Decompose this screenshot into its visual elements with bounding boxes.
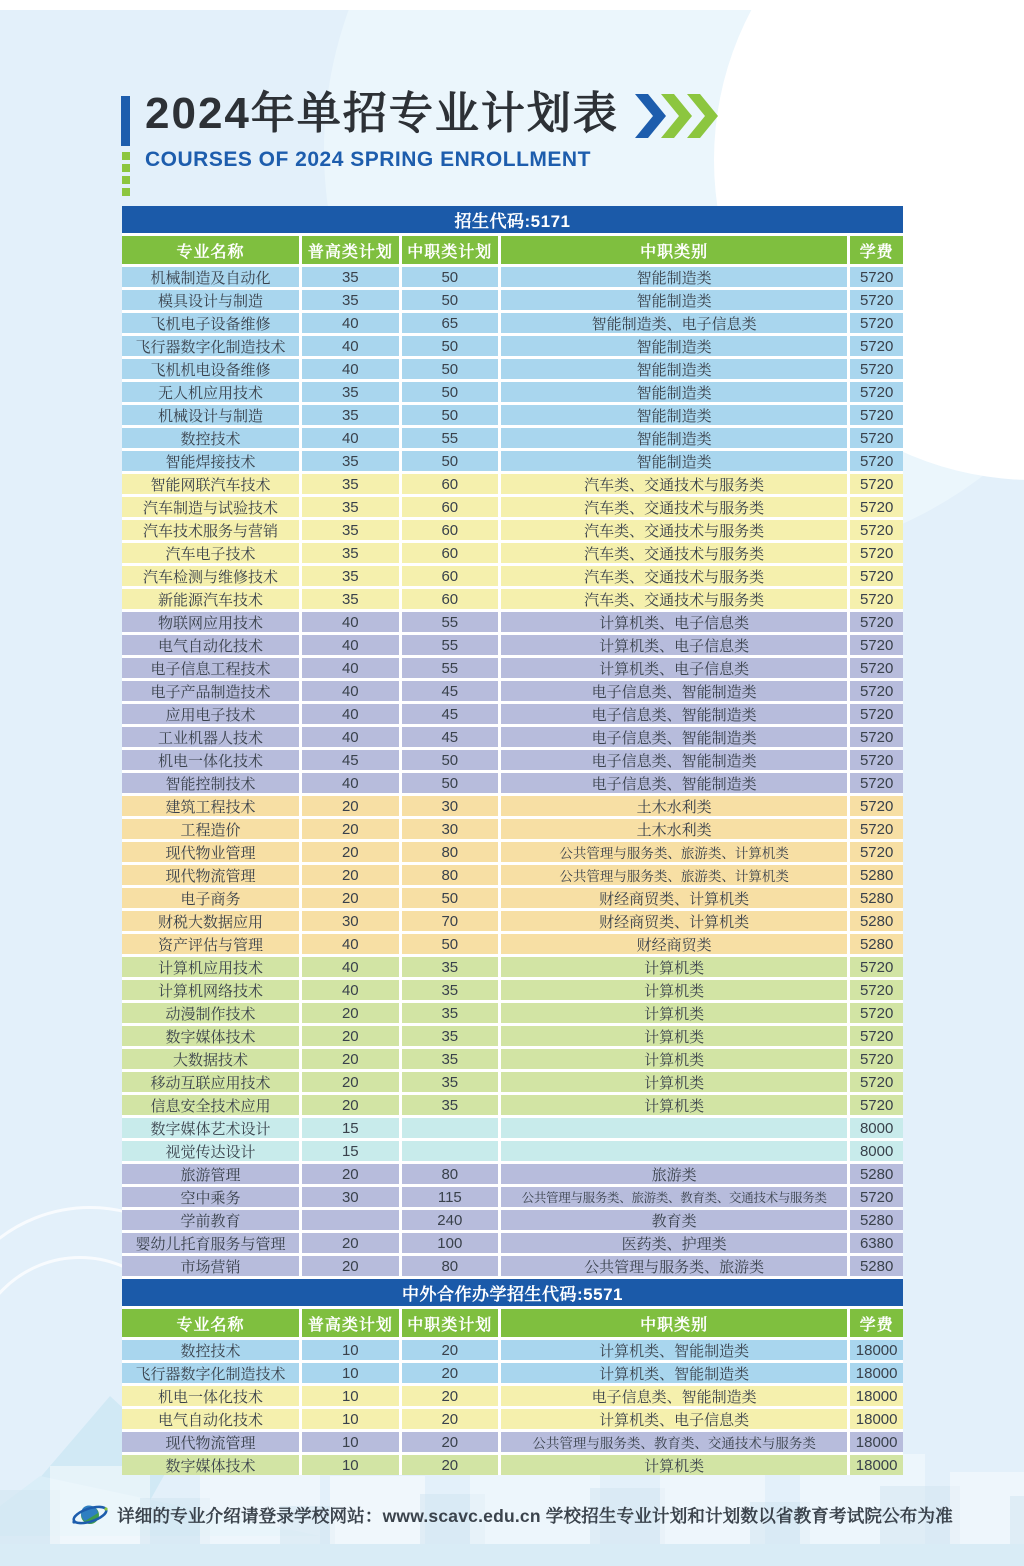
bottom-strip [0,1544,1024,1566]
cell-vocational-plan [402,1118,499,1138]
cell-general-plan: 40 [302,934,398,954]
cell-vocational-category: 计算机类、智能制造类 [501,1340,847,1360]
cell-vocational-plan: 50 [402,405,499,425]
page-title: 2024年单招专业计划表 [145,89,619,138]
cell-tuition: 5720 [850,635,903,655]
column-header: 普高类计划 [302,1309,398,1337]
cell-general-plan: 20 [302,1164,398,1184]
cell-vocational-category: 土木水利类 [501,819,847,839]
cell-tuition: 5720 [850,405,903,425]
cell-general-plan: 20 [302,1095,398,1115]
cell-tuition: 5720 [850,1049,903,1069]
cell-tuition: 6380 [850,1233,903,1253]
cell-general-plan: 20 [302,1233,398,1253]
cell-vocational-plan: 55 [402,635,499,655]
cell-vocational-plan: 35 [402,980,499,1000]
cell-vocational-plan: 35 [402,1072,499,1092]
cell-tuition: 5720 [850,313,903,333]
cell-major-name: 现代物流管理 [122,1432,299,1452]
cell-tuition: 5720 [850,290,903,310]
cell-general-plan: 10 [302,1455,398,1475]
header [120,90,721,196]
cell-tuition: 5720 [850,566,903,586]
cell-vocational-plan: 35 [402,1026,499,1046]
title-accent-bar [121,96,130,146]
cell-vocational-plan: 45 [402,704,499,724]
cell-major-name: 现代物业管理 [122,842,299,862]
cell-major-name: 电子商务 [122,888,299,908]
cell-tuition: 5720 [850,497,903,517]
cell-major-name: 飞行器数字化制造技术 [122,336,299,356]
cell-vocational-plan: 60 [402,497,499,517]
cell-vocational-category: 计算机类 [501,980,847,1000]
cell-vocational-category: 公共管理与服务类、旅游类、计算机类 [501,842,847,862]
cell-tuition: 5280 [850,865,903,885]
cell-major-name: 电子产品制造技术 [122,681,299,701]
cell-vocational-plan: 240 [402,1210,499,1230]
column-header: 中职类别 [501,236,847,264]
cell-major-name: 市场营销 [122,1256,299,1276]
cell-tuition: 5720 [850,842,903,862]
cell-tuition: 5720 [850,773,903,793]
cell-major-name: 汽车检测与维修技术 [122,566,299,586]
cell-general-plan: 40 [302,313,398,333]
cell-major-name: 学前教育 [122,1210,299,1230]
cell-general-plan: 35 [302,451,398,471]
globe-orbit-logo-icon [71,1500,109,1530]
cell-vocational-category: 智能制造类 [501,267,847,287]
cell-vocational-plan: 50 [402,888,499,908]
cell-tuition: 5280 [850,1256,903,1276]
cell-vocational-plan: 20 [402,1386,499,1406]
cell-major-name: 飞机机电设备维修 [122,359,299,379]
cell-major-name: 飞机电子设备维修 [122,313,299,333]
cell-vocational-plan: 35 [402,1049,499,1069]
cell-vocational-plan: 70 [402,911,499,931]
cell-vocational-category: 汽车类、交通技术与服务类 [501,474,847,494]
cell-general-plan: 40 [302,635,398,655]
cell-tuition: 5720 [850,474,903,494]
cell-major-name: 电气自动化技术 [122,635,299,655]
cell-major-name: 无人机应用技术 [122,382,299,402]
cell-vocational-category: 医药类、护理类 [501,1233,847,1253]
cell-major-name: 飞行器数字化制造技术 [122,1363,299,1383]
cell-major-name: 数控技术 [122,428,299,448]
cell-major-name: 机械制造及自动化 [122,267,299,287]
cell-major-name: 应用电子技术 [122,704,299,724]
cell-vocational-plan: 60 [402,520,499,540]
cell-major-name: 婴幼儿托育服务与管理 [122,1233,299,1253]
cell-vocational-category: 计算机类、电子信息类 [501,1409,847,1429]
cell-tuition: 5720 [850,796,903,816]
cell-vocational-category: 计算机类 [501,1003,847,1023]
cell-tuition: 5280 [850,911,903,931]
cell-vocational-plan: 45 [402,727,499,747]
cell-major-name: 电气自动化技术 [122,1409,299,1429]
cell-major-name: 计算机应用技术 [122,957,299,977]
cell-vocational-category: 电子信息类、智能制造类 [501,1386,847,1406]
cell-tuition: 5720 [850,819,903,839]
title-accent-dots [122,152,130,196]
cell-general-plan: 20 [302,819,398,839]
cell-general-plan: 35 [302,267,398,287]
column-header: 中职类计划 [402,1309,499,1337]
cell-major-name: 动漫制作技术 [122,1003,299,1023]
cell-vocational-category: 计算机类 [501,1072,847,1092]
cell-major-name: 资产评估与管理 [122,934,299,954]
column-header: 专业名称 [122,236,299,264]
cell-vocational-category: 汽车类、交通技术与服务类 [501,589,847,609]
cell-vocational-category: 汽车类、交通技术与服务类 [501,566,847,586]
cell-general-plan: 35 [302,520,398,540]
cell-general-plan: 15 [302,1141,398,1161]
cell-vocational-plan: 50 [402,336,499,356]
cell-vocational-plan: 50 [402,359,499,379]
cell-general-plan: 15 [302,1118,398,1138]
footer [0,1500,1024,1530]
cell-vocational-category: 计算机类、电子信息类 [501,635,847,655]
cell-general-plan: 40 [302,727,398,747]
cell-tuition: 18000 [850,1432,903,1452]
cell-general-plan: 10 [302,1409,398,1429]
footer-note: 详细的专业介绍请登录学校网站：www.scavc.edu.cn 学校招生专业计划和计划数以省教育考试院公布为准 [117,1505,953,1526]
cell-tuition: 5720 [850,520,903,540]
cell-major-name: 机电一体化技术 [122,1386,299,1406]
cell-vocational-plan: 50 [402,750,499,770]
cell-vocational-plan: 20 [402,1455,499,1475]
cell-vocational-plan: 115 [402,1187,499,1207]
cell-vocational-category: 财经商贸类 [501,934,847,954]
cell-major-name: 工业机器人技术 [122,727,299,747]
cell-major-name: 计算机网络技术 [122,980,299,1000]
cell-tuition: 5720 [850,658,903,678]
cell-vocational-plan: 55 [402,428,499,448]
cell-general-plan: 45 [302,750,398,770]
cell-vocational-plan: 45 [402,681,499,701]
cell-tuition: 8000 [850,1141,903,1161]
cell-major-name: 数字媒体技术 [122,1026,299,1046]
cell-vocational-category: 计算机类 [501,1455,847,1475]
cell-vocational-category: 电子信息类、智能制造类 [501,750,847,770]
cell-vocational-category: 电子信息类、智能制造类 [501,773,847,793]
cell-major-name: 模具设计与制造 [122,290,299,310]
cell-general-plan: 40 [302,681,398,701]
cell-vocational-plan: 35 [402,957,499,977]
column-header: 学费 [850,236,903,264]
cell-major-name: 机械设计与制造 [122,405,299,425]
cell-tuition: 5720 [850,1003,903,1023]
cell-vocational-category: 智能制造类 [501,451,847,471]
cell-vocational-category: 教育类 [501,1210,847,1230]
cell-general-plan [302,1210,398,1230]
cell-major-name: 现代物流管理 [122,865,299,885]
cell-general-plan: 20 [302,1049,398,1069]
cell-vocational-plan: 50 [402,382,499,402]
cell-major-name: 工程造价 [122,819,299,839]
cell-major-name: 财税大数据应用 [122,911,299,931]
cell-general-plan: 20 [302,1026,398,1046]
cell-vocational-plan: 50 [402,267,499,287]
cell-vocational-category: 计算机类、电子信息类 [501,612,847,632]
cell-vocational-plan: 65 [402,313,499,333]
cell-vocational-category: 电子信息类、智能制造类 [501,704,847,724]
cell-general-plan: 30 [302,911,398,931]
cell-vocational-plan: 60 [402,566,499,586]
cell-vocational-plan: 20 [402,1409,499,1429]
cell-tuition: 5280 [850,1164,903,1184]
cell-vocational-plan: 80 [402,865,499,885]
cell-vocational-category: 智能制造类 [501,428,847,448]
cell-vocational-category: 财经商贸类、计算机类 [501,888,847,908]
cell-vocational-category: 智能制造类 [501,382,847,402]
cell-tuition: 5720 [850,612,903,632]
cell-tuition: 8000 [850,1118,903,1138]
cell-vocational-plan: 50 [402,773,499,793]
cell-tuition: 5720 [850,1095,903,1115]
cell-tuition: 5720 [850,727,903,747]
column-header: 普高类计划 [302,236,398,264]
cell-general-plan: 40 [302,980,398,1000]
cell-vocational-category: 计算机类、智能制造类 [501,1363,847,1383]
cell-vocational-category: 汽车类、交通技术与服务类 [501,497,847,517]
cell-major-name: 旅游管理 [122,1164,299,1184]
title-accent [120,90,131,196]
cell-vocational-plan: 55 [402,612,499,632]
cell-tuition: 5720 [850,750,903,770]
cell-tuition: 5720 [850,451,903,471]
cell-general-plan: 35 [302,474,398,494]
cell-general-plan: 35 [302,290,398,310]
cell-major-name: 智能网联汽车技术 [122,474,299,494]
cell-tuition: 5720 [850,704,903,724]
cell-vocational-category: 智能制造类 [501,290,847,310]
cell-major-name: 汽车制造与试验技术 [122,497,299,517]
column-header: 学费 [850,1309,903,1337]
cell-general-plan: 20 [302,888,398,908]
cell-general-plan: 20 [302,865,398,885]
cell-general-plan: 20 [302,1256,398,1276]
cell-general-plan: 10 [302,1363,398,1383]
cell-vocational-category [501,1141,847,1161]
cell-major-name: 电子信息工程技术 [122,658,299,678]
cell-vocational-plan: 50 [402,934,499,954]
cell-vocational-plan: 50 [402,290,499,310]
cell-vocational-category: 土木水利类 [501,796,847,816]
cell-vocational-plan: 35 [402,1003,499,1023]
section-code-bar: 招生代码:5171 [122,206,903,233]
cell-vocational-category: 智能制造类 [501,405,847,425]
cell-tuition: 5720 [850,681,903,701]
cell-general-plan: 30 [302,1187,398,1207]
cell-general-plan: 35 [302,566,398,586]
cell-vocational-category: 计算机类 [501,1095,847,1115]
cell-tuition: 5280 [850,1210,903,1230]
column-header: 中职类计划 [402,236,499,264]
cell-tuition: 5720 [850,428,903,448]
cell-vocational-plan: 35 [402,1095,499,1115]
cell-vocational-category: 公共管理与服务类、旅游类、教育类、交通技术与服务类 [501,1187,847,1207]
cell-tuition: 5720 [850,589,903,609]
cell-major-name: 数控技术 [122,1340,299,1360]
cell-vocational-category: 公共管理与服务类、旅游类 [501,1256,847,1276]
cell-tuition: 5720 [850,1187,903,1207]
cell-general-plan: 40 [302,336,398,356]
cell-general-plan: 40 [302,359,398,379]
cell-vocational-plan: 20 [402,1340,499,1360]
cell-general-plan: 35 [302,497,398,517]
cell-vocational-plan: 50 [402,451,499,471]
cell-vocational-category [501,1118,847,1138]
cell-general-plan: 40 [302,428,398,448]
cell-vocational-category: 智能制造类 [501,359,847,379]
cell-major-name: 数字媒体技术 [122,1455,299,1475]
cell-general-plan: 40 [302,612,398,632]
cell-major-name: 大数据技术 [122,1049,299,1069]
cell-general-plan: 20 [302,1072,398,1092]
cell-vocational-category: 智能制造类、电子信息类 [501,313,847,333]
cell-tuition: 5720 [850,957,903,977]
column-header: 专业名称 [122,1309,299,1337]
cell-general-plan: 35 [302,543,398,563]
cell-vocational-plan: 60 [402,474,499,494]
cell-general-plan: 40 [302,704,398,724]
cell-vocational-plan: 100 [402,1233,499,1253]
cell-vocational-category: 智能制造类 [501,336,847,356]
cell-general-plan: 10 [302,1432,398,1452]
cell-vocational-plan: 20 [402,1432,499,1452]
cell-general-plan: 40 [302,773,398,793]
cell-vocational-category: 计算机类 [501,1049,847,1069]
cell-vocational-plan: 55 [402,658,499,678]
cell-vocational-plan: 60 [402,589,499,609]
cell-general-plan: 35 [302,589,398,609]
cell-tuition: 18000 [850,1455,903,1475]
cell-vocational-plan: 80 [402,842,499,862]
cell-general-plan: 35 [302,382,398,402]
cell-tuition: 18000 [850,1409,903,1429]
cell-major-name: 物联网应用技术 [122,612,299,632]
cell-vocational-category: 计算机类 [501,1026,847,1046]
cell-vocational-category: 公共管理与服务类、教育类、交通技术与服务类 [501,1432,847,1452]
cell-major-name: 移动互联应用技术 [122,1072,299,1092]
cell-major-name: 空中乘务 [122,1187,299,1207]
cell-vocational-category: 公共管理与服务类、旅游类、计算机类 [501,865,847,885]
cell-general-plan: 20 [302,842,398,862]
cell-major-name: 汽车电子技术 [122,543,299,563]
cell-major-name: 视觉传达设计 [122,1141,299,1161]
cell-vocational-category: 计算机类 [501,957,847,977]
cell-tuition: 5720 [850,359,903,379]
cell-tuition: 18000 [850,1363,903,1383]
cell-major-name: 汽车技术服务与营销 [122,520,299,540]
cell-general-plan: 20 [302,1003,398,1023]
cell-vocational-category: 汽车类、交通技术与服务类 [501,543,847,563]
cell-general-plan: 40 [302,658,398,678]
cell-vocational-plan: 20 [402,1363,499,1383]
cell-tuition: 5280 [850,888,903,908]
page-subtitle: COURSES OF 2024 SPRING ENROLLMENT [145,148,591,172]
cell-vocational-plan: 30 [402,796,499,816]
cell-general-plan: 10 [302,1340,398,1360]
cell-vocational-plan: 80 [402,1164,499,1184]
cell-tuition: 5720 [850,543,903,563]
cell-vocational-plan: 60 [402,543,499,563]
cell-tuition: 5720 [850,1026,903,1046]
cell-vocational-category: 计算机类、电子信息类 [501,658,847,678]
cell-tuition: 18000 [850,1386,903,1406]
cell-major-name: 机电一体化技术 [122,750,299,770]
cell-major-name: 信息安全技术应用 [122,1095,299,1115]
cell-tuition: 5720 [850,1072,903,1092]
cell-general-plan: 35 [302,405,398,425]
cell-general-plan: 40 [302,957,398,977]
cell-vocational-plan: 80 [402,1256,499,1276]
cell-vocational-category: 电子信息类、智能制造类 [501,681,847,701]
cell-vocational-plan [402,1141,499,1161]
column-header: 中职类别 [501,1309,847,1337]
triple-chevron-icon [635,94,721,138]
enrollment-table [122,206,903,1475]
cell-tuition: 5280 [850,934,903,954]
cell-vocational-category: 电子信息类、智能制造类 [501,727,847,747]
cell-vocational-category: 汽车类、交通技术与服务类 [501,520,847,540]
cell-general-plan: 10 [302,1386,398,1406]
cell-tuition: 5720 [850,267,903,287]
cell-major-name: 智能焊接技术 [122,451,299,471]
cell-major-name: 建筑工程技术 [122,796,299,816]
cell-vocational-category: 财经商贸类、计算机类 [501,911,847,931]
cell-major-name: 新能源汽车技术 [122,589,299,609]
cell-major-name: 数字媒体艺术设计 [122,1118,299,1138]
top-white-strip [0,0,1024,10]
section-code-bar: 中外合作办学招生代码:5571 [122,1279,903,1306]
cell-vocational-category: 旅游类 [501,1164,847,1184]
cell-vocational-plan: 30 [402,819,499,839]
cell-tuition: 18000 [850,1340,903,1360]
cell-general-plan: 20 [302,796,398,816]
cell-tuition: 5720 [850,336,903,356]
cell-tuition: 5720 [850,382,903,402]
cell-major-name: 智能控制技术 [122,773,299,793]
cell-tuition: 5720 [850,980,903,1000]
